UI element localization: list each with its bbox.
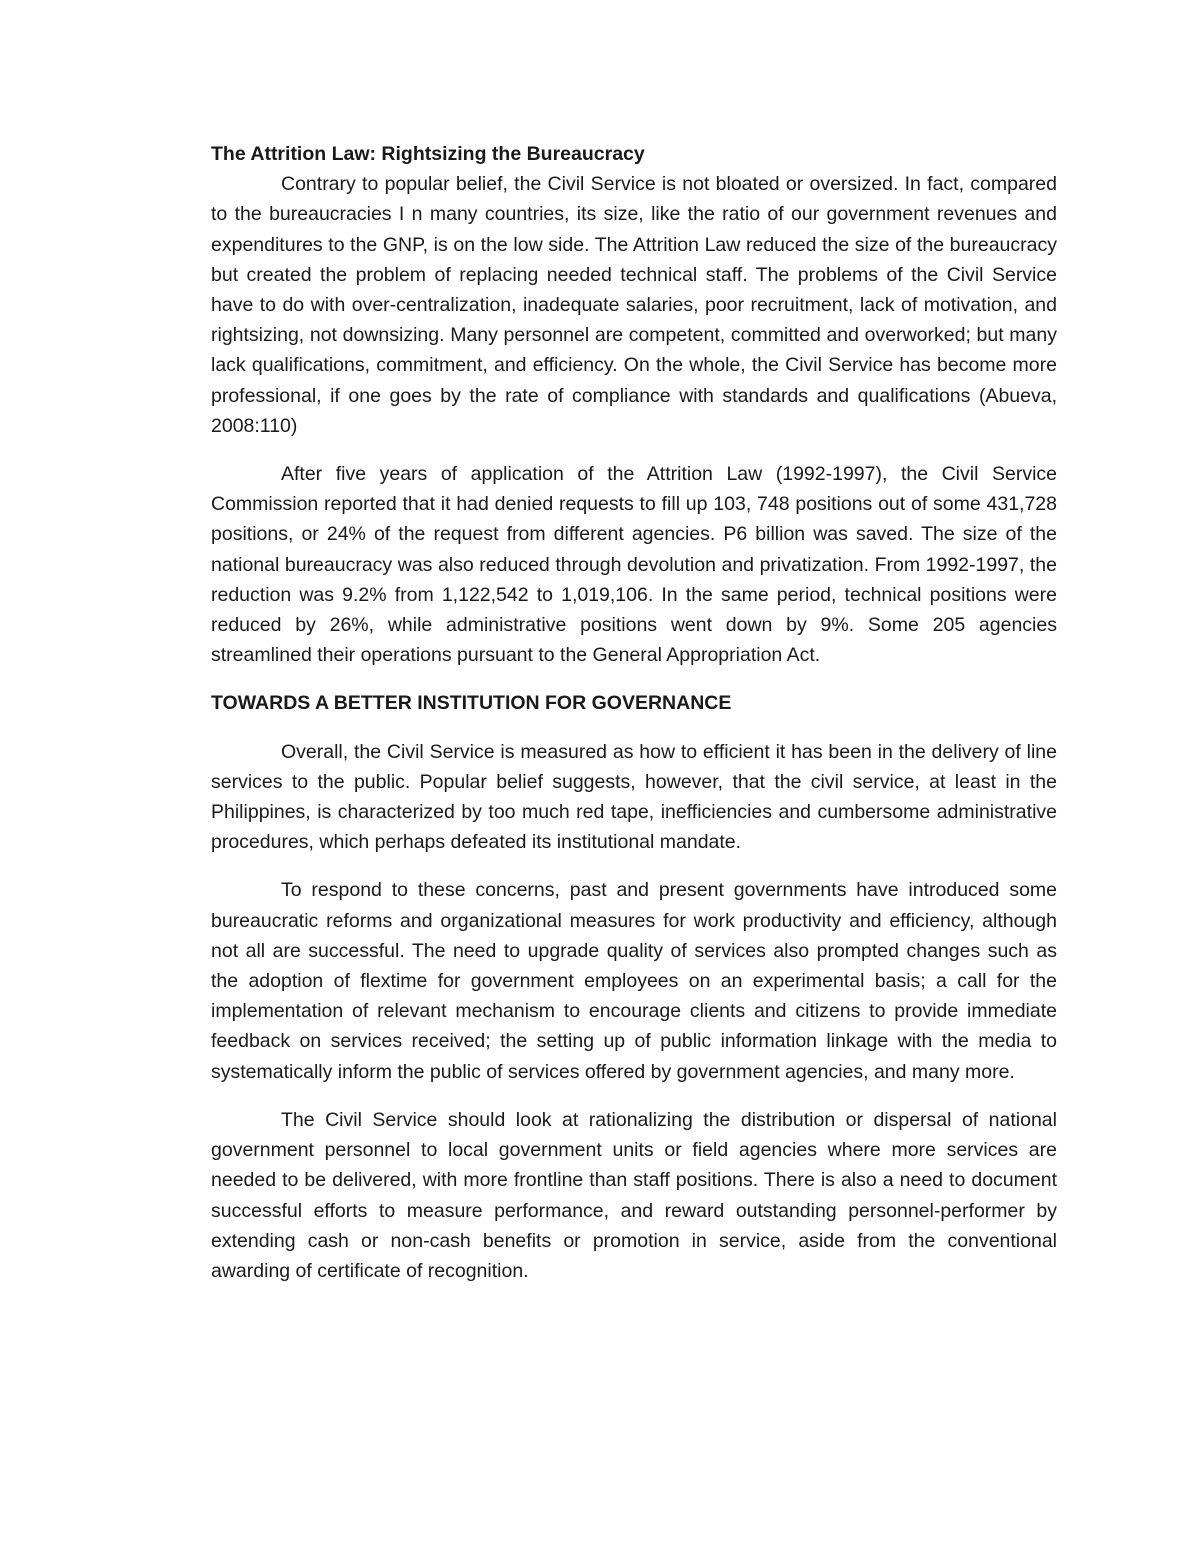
- document-page: [211, 139, 1057, 1286]
- paragraph: After five years of application of the Attrition Law (1992-1997), the Civil Service Commission reported that it had denied requests to fill up 103, 748 positions out of some 431,728 positions, or 24% of the request from different agencies. P6 billion was saved. The size of the national bureaucracy was also reduced through devolution and privatization. From 1992-1997, the reduction was 9.2% from 1,122,542 to 1,019,106. In the same period, technical positions were reduced by 26%, while administrative positions went down by 9%. Some 205 agencies streamlined their operations pursuant to the General Appropriation Act.: [211, 463, 1057, 667]
- paragraph: The Civil Service should look at rationalizing the distribution or dispersal of national government personnel to local government units or field agencies where more services are needed to be delivered, with more frontline than staff positions. There is also a need to document successful efforts to measure performance, and reward outstanding personnel-performer by extending cash or non-cash benefits or promotion in service, aside from the conventional awarding of certificate of recognition.: [211, 1108, 1057, 1282]
- paragraph: To respond to these concerns, past and present governments have introduced some bureaucratic reforms and organizational measures for work productivity and efficiency, although not all are successful. The need to upgrade quality of services also prompted changes such as the adoption of flextime for government employees on an experimental basis; a call for the implementation of relevant mechanism to encourage clients and citizens to provide immediate feedback on services received; the setting up of public information linkage with the media to systematically inform the public of services offered by government agencies, and many more.: [211, 879, 1057, 1083]
- section-title-attrition-law: The Attrition Law: Rightsizing the Bureaucracy: [211, 143, 645, 165]
- section-title-governance: TOWARDS A BETTER INSTITUTION FOR GOVERNANCE: [211, 692, 732, 715]
- paragraph: Overall, the Civil Service is measured as how to efficient it has been in the delivery of line services to the public. Popular belief suggests, however, that the civil service, at least in the Philippines, is characterized by too much red tape, inefficiencies and cumbersome administrative procedures, which perhaps defeated its institutional mandate.: [211, 740, 1057, 854]
- paragraph: Contrary to popular belief, the Civil Service is not bloated or oversized. In fact, compared to the bureaucracies I n many countries, its size, like the ratio of our government revenues and expenditures to the GNP, is on the low side. The Attrition Law reduced the size of the bureaucracy but created the problem of replacing needed technical staff. The problems of the Civil Service have to do with over-centralization, inadequate salaries, poor recruitment, lack of motivation, and rightsizing, not downsizing. Many personnel are competent, committed and overworked; but many lack qualifications, commitment, and efficiency. On the whole, the Civil Service has become more professional, if one goes by the rate of compliance with standards and qualifications (Abueva, 2008:110): [211, 173, 1057, 437]
